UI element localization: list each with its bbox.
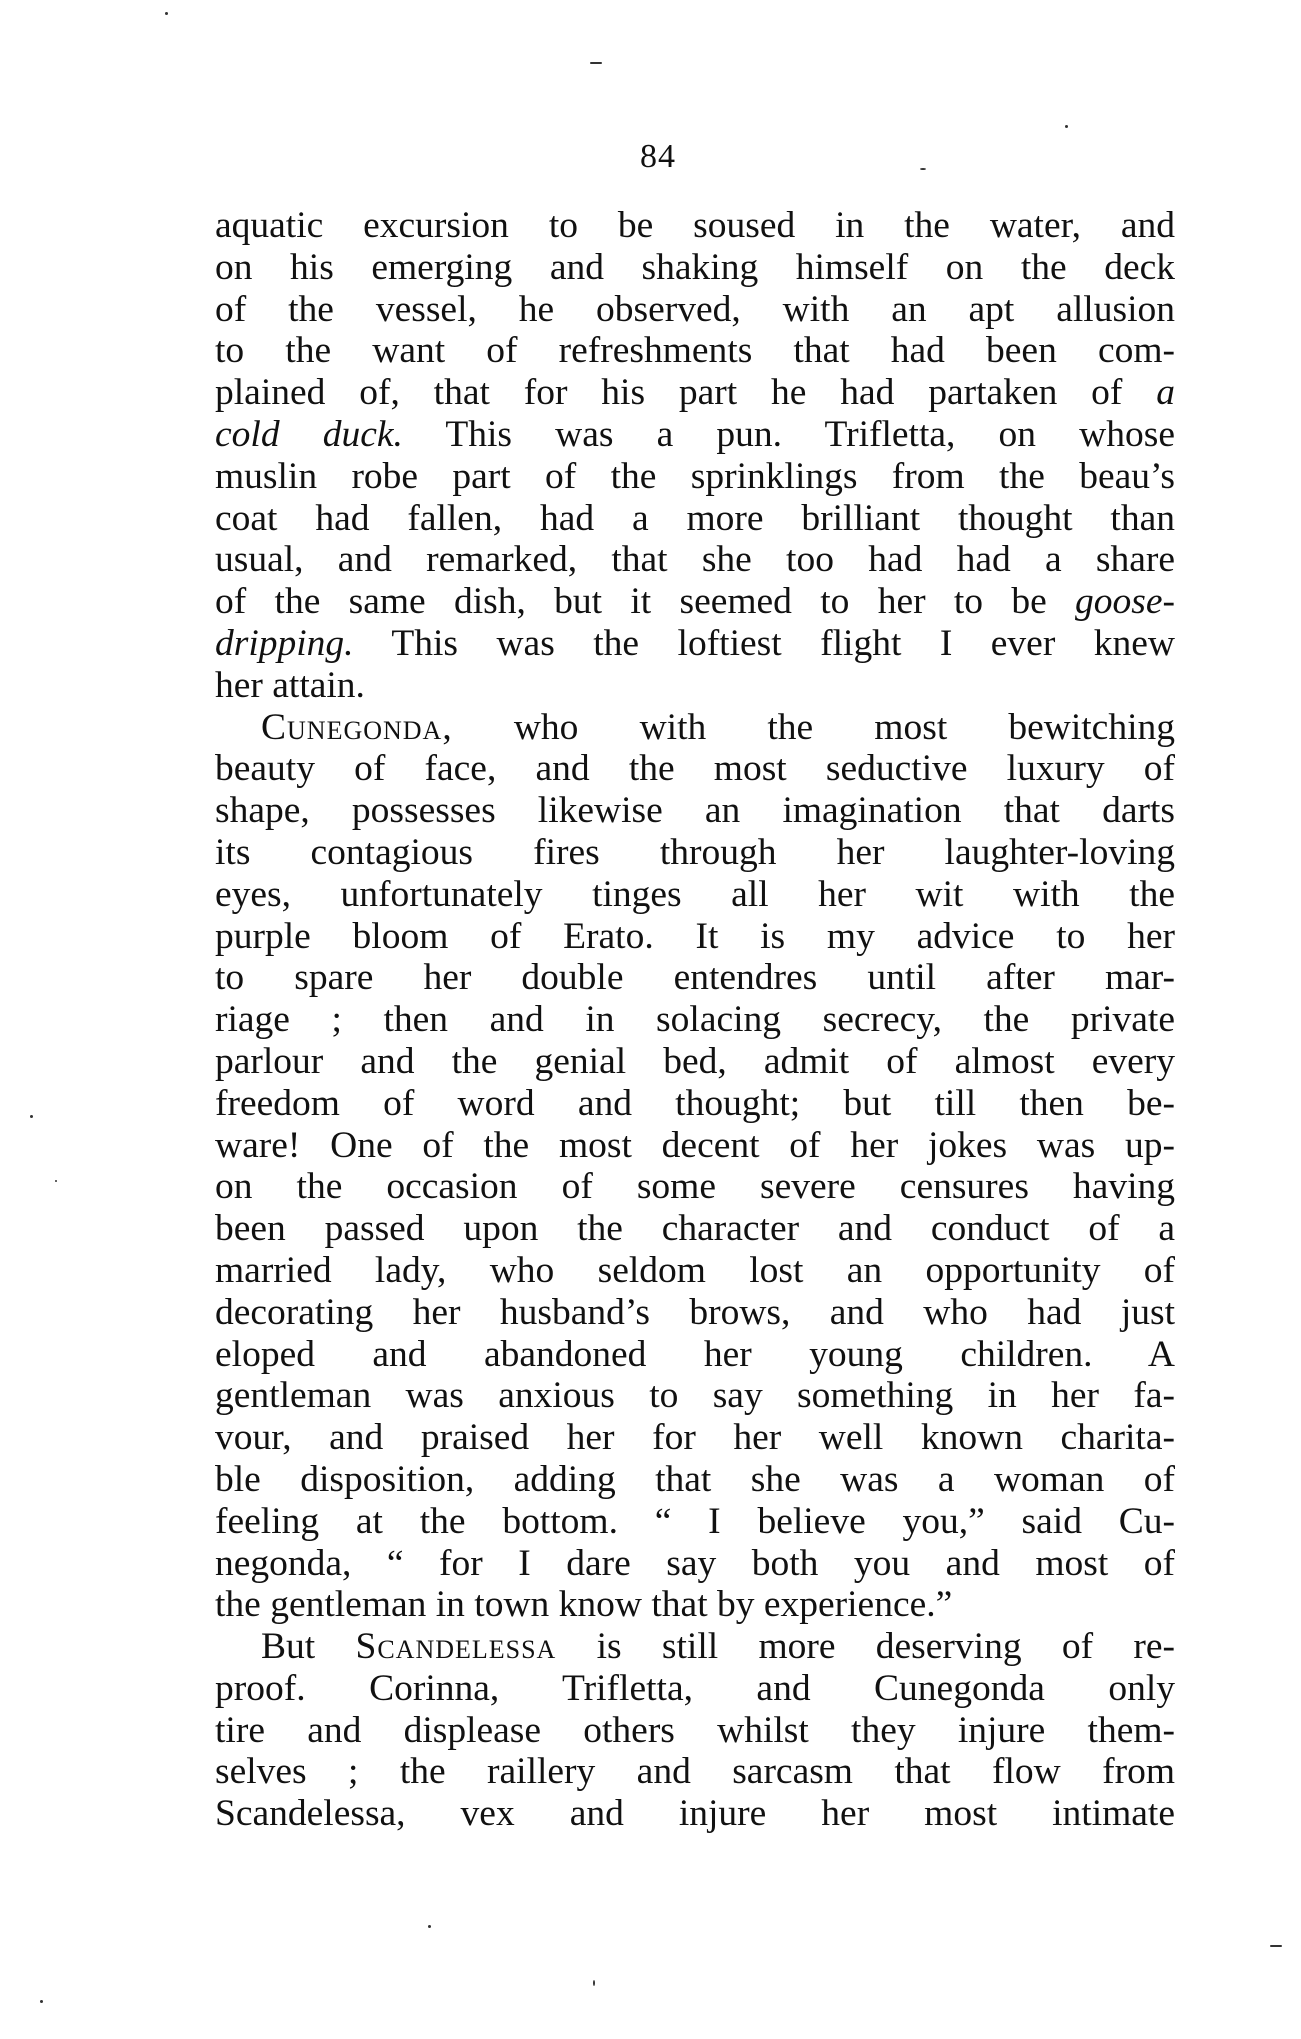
text-run: gentleman was anxious to say something in her fa- — [215, 1375, 1175, 1417]
text-line — [215, 1125, 1175, 1167]
text-run: on the occasion of some severe censures having — [215, 1166, 1175, 1208]
text-run: This was a pun. Trifletta, on whose — [402, 413, 1175, 455]
text-line — [215, 1250, 1175, 1292]
text-line — [215, 1584, 1175, 1626]
text-run: This was the loftiest flight I ever knew — [353, 622, 1175, 664]
italic-text: a — [1156, 372, 1175, 414]
scan-speck — [593, 1980, 595, 1986]
text-run: her attain. — [215, 664, 365, 706]
text-line — [215, 1334, 1175, 1376]
text-run: selves ; the raillery and sarcasm that flow from — [215, 1751, 1175, 1793]
text-line — [215, 1459, 1175, 1501]
text-run: the gentleman in town know that by experience.” — [215, 1584, 953, 1626]
small-caps-name: Cunegonda, — [261, 706, 453, 748]
text-line — [215, 1751, 1175, 1793]
text-line — [215, 1041, 1175, 1083]
italic-text: goose- — [1075, 581, 1175, 623]
text-run: is still more deserving of re- — [556, 1626, 1175, 1668]
italic-text: cold duck. — [215, 413, 403, 455]
scan-speck — [165, 12, 168, 15]
text-line — [215, 1166, 1175, 1208]
text-run: freedom of word and thought; but till then be- — [215, 1082, 1175, 1124]
text-run: been passed upon the character and conduct of a — [215, 1208, 1175, 1250]
page-number: 84 — [640, 138, 676, 175]
text-line — [215, 623, 1175, 665]
text-run: shape, possesses likewise an imagination that darts — [215, 790, 1175, 832]
text-run: ble disposition, adding that she was a woman of — [215, 1458, 1175, 1500]
text-line — [215, 916, 1175, 958]
text-line — [215, 957, 1175, 999]
text-line — [215, 1501, 1175, 1543]
text-run: feeling at the bottom. “ I believe you,” said Cu- — [215, 1500, 1175, 1542]
text-line — [215, 372, 1175, 414]
text-run: muslin robe part of the sprinklings from the beau’s — [215, 455, 1175, 497]
text-run: beauty of face, and the most seductive luxury of — [215, 748, 1175, 790]
text-line — [215, 330, 1175, 372]
text-line — [215, 539, 1175, 581]
small-caps-name: Scandelessa — [355, 1626, 557, 1668]
text-line — [215, 289, 1175, 331]
text-line — [215, 1292, 1175, 1334]
text-run: coat had fallen, had a more brilliant thought than — [215, 497, 1175, 539]
text-line — [215, 581, 1175, 623]
text-line — [215, 748, 1175, 790]
text-run: But — [261, 1626, 356, 1668]
text-line — [215, 1208, 1175, 1250]
text-run: plained of, that for his part he had partaken of — [215, 372, 1157, 414]
text-run: ware! One of the most decent of her jokes was up- — [215, 1124, 1175, 1166]
text-run: tire and displease others whilst they injure them- — [215, 1709, 1175, 1751]
text-run: married lady, who seldom lost an opportunity of — [215, 1249, 1175, 1291]
text-line — [215, 1668, 1175, 1710]
text-line — [215, 1710, 1175, 1752]
scan-speck — [55, 1180, 57, 1182]
scan-speck — [920, 168, 926, 170]
scan-speck — [1065, 125, 1068, 128]
text-line — [215, 1417, 1175, 1459]
text-run: who with the most bewitching — [452, 706, 1175, 748]
text-line — [215, 665, 1175, 707]
text-line — [215, 414, 1175, 456]
text-line — [215, 1793, 1175, 1835]
scan-speck — [590, 62, 602, 64]
text-line — [215, 498, 1175, 540]
text-run: aquatic excursion to be soused in the water, and — [215, 205, 1175, 246]
scan-speck — [428, 1925, 431, 1928]
text-line — [215, 456, 1175, 498]
text-line — [215, 1626, 1175, 1668]
text-run: on his emerging and shaking himself on the deck — [215, 246, 1175, 288]
text-line — [215, 1543, 1175, 1585]
text-run: vour, and praised her for her well known charita- — [215, 1417, 1175, 1459]
text-run: purple bloom of Erato. It is my advice to her — [215, 915, 1175, 957]
text-run: proof. Corinna, Trifletta, and Cunegonda only — [215, 1667, 1175, 1709]
italic-text: dripping. — [215, 622, 354, 664]
text-run: usual, and remarked, that she too had had a share — [215, 539, 1175, 581]
scan-speck — [40, 2000, 43, 2003]
text-run: riage ; then and in solacing secrecy, the private — [215, 999, 1175, 1041]
text-run: parlour and the genial bed, admit of almost every — [215, 1040, 1175, 1082]
text-run: eloped and abandoned her young children. A — [215, 1333, 1175, 1375]
text-run: Scandelessa, vex and injure her most intimate — [215, 1793, 1175, 1835]
text-line — [215, 1375, 1175, 1417]
text-run: of the vessel, he observed, with an apt allusion — [215, 288, 1175, 330]
text-line — [215, 832, 1175, 874]
scan-speck — [30, 1115, 33, 1118]
text-line — [215, 874, 1175, 916]
text-run: to spare her double entendres until after mar- — [215, 957, 1175, 999]
text-line — [215, 1083, 1175, 1125]
text-run: its contagious fires through her laughter-loving — [215, 831, 1175, 873]
text-line — [215, 707, 1175, 749]
text-run: eyes, unfortunately tinges all her wit with the — [215, 873, 1175, 915]
text-line — [215, 247, 1175, 289]
text-line — [215, 205, 1175, 247]
body-text — [215, 205, 1175, 1835]
text-run: negonda, “ for I dare say both you and most of — [215, 1542, 1175, 1584]
text-run: of the same dish, but it seemed to her to be — [215, 581, 1076, 623]
text-run: decorating her husband’s brows, and who had just — [215, 1291, 1175, 1333]
text-line — [215, 999, 1175, 1041]
scan-speck — [1270, 1945, 1282, 1947]
text-line — [215, 790, 1175, 832]
text-run: to the want of refreshments that had been com- — [215, 330, 1175, 372]
